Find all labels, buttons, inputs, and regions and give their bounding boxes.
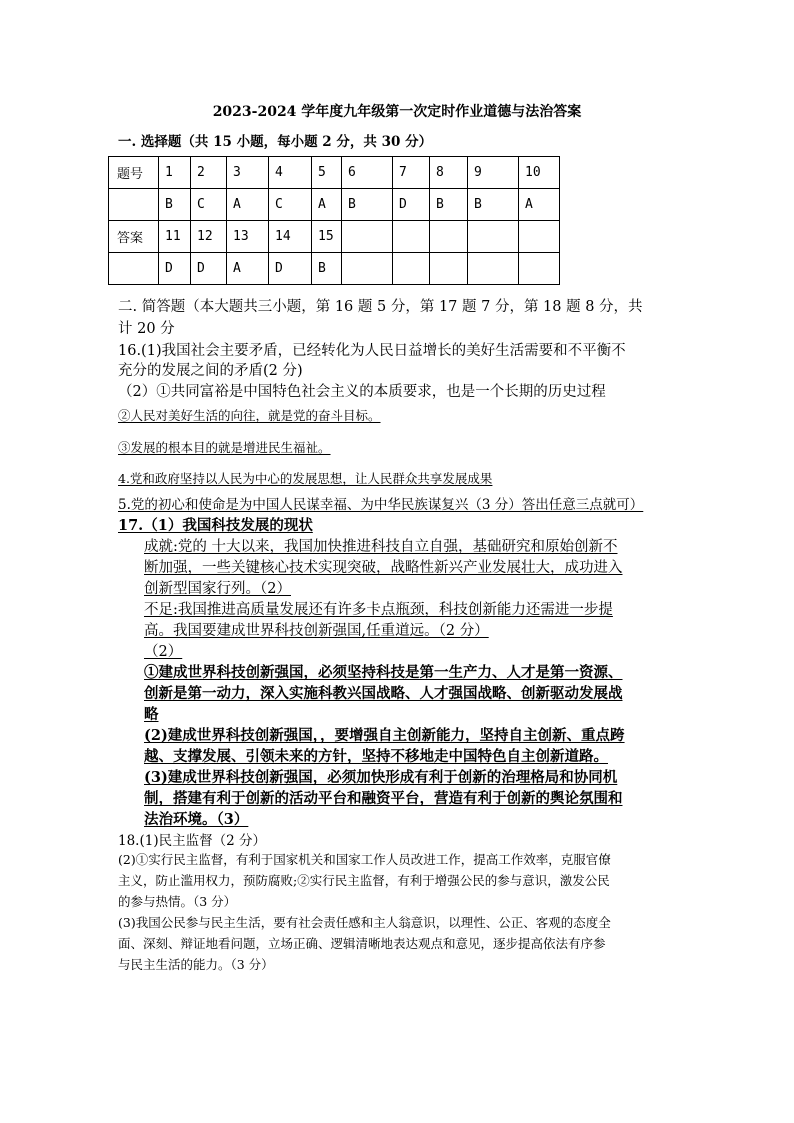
empty-cell [519,253,560,285]
question-number: 10 [519,157,560,189]
empty-cell [468,221,519,253]
row-label-empty [109,253,159,285]
question-number: 6 [342,157,393,189]
answer-cell: D [393,189,430,221]
q16-part1: 16.(1)我国社会主要矛盾，已经转化为人民日益增长的美好生活需要和不平衡不 [118,343,626,359]
row-label: 答案 [109,221,159,253]
question-number: 7 [393,157,430,189]
q16-point3: ③发展的根本目的就是增进民生福祉。 [118,440,331,455]
section1-heading: 一. 选择题（共 15 小题，每小题 2 分，共 30 分） [118,134,433,150]
q17-line: （2） [144,644,183,660]
q18-line: (2)①实行民主监督，有利于国家机关和国家工作人员改进工作，提高工作效率，克服官僚 [118,852,611,867]
q17-heading: 17.（1）我国科技发展的现状 [118,517,313,534]
q17-line: 法治环境。（3） [144,811,249,828]
q17-line: ①建成世界科技创新强国，必须坚持科技是第一生产力、人才是第一资源、 [144,664,623,681]
answer-cell: B [430,189,468,221]
q18-line: (3)我国公民参与民主生活，要有社会责任感和主人翁意识，以理性、公正、客观的态度全 [118,915,611,930]
answer-cell: A [227,189,269,221]
question-number: 3 [227,157,269,189]
answer-cell: D [269,253,312,285]
q16-point4: 4.党和政府坚持以人民为中心的发展思想，让人民群众共享发展成果 [118,471,493,486]
q17-line: 创新型国家行列。（2） [144,581,291,597]
q17-line: 略 [144,706,159,723]
question-number: 1 [159,157,191,189]
empty-cell [430,253,468,285]
q17-line: 越、支撑发展、引领未来的方针，坚持不移地走中国特色自主创新道路。 [144,748,608,765]
q17-line: 高。我国要建成世界科技创新强国,任重道远。（2 分） [144,623,489,639]
table-row [109,157,560,189]
question-number: 14 [269,221,312,253]
q18-line: 主义，防止滥用权力，预防腐败;②实行民主监督，有利于增强公民的参与意识，激发公民 [118,873,610,888]
answer-cell: A [227,253,269,285]
q17-line: 不足:我国推进高质量发展还有许多卡点瓶颈，科技创新能力还需进一步提 [144,602,613,618]
question-number: 12 [191,221,227,253]
q16-point2: ②人民对美好生活的向往，就是党的奋斗目标。 [118,408,381,423]
q17-line: (2)建成世界科技创新强国，，要增强自主创新能力，坚持自主创新、重点跨 [144,727,625,744]
q16-point5: 5.党的初心和使命是为中国人民谋幸福、为中华民族谋复兴（3 分）答出任意三点就可） [118,497,644,513]
empty-cell [519,221,560,253]
answer-cell: A [519,189,560,221]
question-number: 11 [159,221,191,253]
q17-line: 断加强，一些关键核心技术实现突破，战略性新兴产业发展壮大，成功进入 [144,560,623,576]
empty-cell [430,221,468,253]
question-number: 2 [191,157,227,189]
q18-part1: 18.(1)民主监督（2 分） [118,833,266,849]
question-number: 15 [312,221,342,253]
empty-cell [393,221,430,253]
section2-heading: 二. 简答题（本大题共三小题，第 16 题 5 分，第 17 题 7 分，第 18 题 8 分，共 [118,299,643,315]
section2-heading-cont: 计 20 分 [118,321,175,337]
q17-line: 制，搭建有利于创新的活动平台和融资平台，营造有利于创新的舆论氛围和 [144,790,623,807]
q16-part2: （2）①共同富裕是中国特色社会主义的本质要求，也是一个长期的历史过程 [118,384,606,400]
question-number: 5 [312,157,342,189]
answer-cell: B [468,189,519,221]
answer-cell: D [191,253,227,285]
row-label-empty [109,189,159,221]
table-row [109,189,560,221]
page-title: 2023-2024 学年度九年级第一次定时作业道德与法治答案 [212,104,582,120]
table-row [109,253,560,285]
question-number: 13 [227,221,269,253]
empty-cell [342,253,393,285]
q17-line: (3)建成世界科技创新强国，必须加快形成有利于创新的治理格局和协同机 [144,769,618,786]
q18-line: 的参与热情。（3 分） [118,894,237,909]
empty-cell [468,253,519,285]
question-number: 9 [468,157,519,189]
q17-line: 创新是第一动力，深入实施科教兴国战略、人才强国战略、创新驱动发展战 [144,685,623,702]
answer-cell: D [159,253,191,285]
question-number: 8 [430,157,468,189]
answer-cell: A [312,189,342,221]
question-number: 4 [269,157,312,189]
answer-cell: B [159,189,191,221]
answer-cell: B [312,253,342,285]
answer-cell: C [191,189,227,221]
q16-part1-cont: 充分的发展之间的矛盾(2 分) [118,363,303,379]
row-label: 题号 [109,157,159,189]
q18-line: 面、深刻、辩证地看问题，立场正确、逻辑清晰地表达观点和意见，逐步提高依法有序参 [118,936,606,951]
empty-cell [342,221,393,253]
answer-cell: C [269,189,312,221]
answer-table [108,156,560,285]
q17-line: 成就:党的 十大以来，我国加快推进科技自立自强，基础研究和原始创新不 [144,539,618,555]
table-row [109,221,560,253]
empty-cell [393,253,430,285]
q18-line: 与民主生活的能力。（3 分） [118,957,274,972]
answer-cell: B [342,189,393,221]
